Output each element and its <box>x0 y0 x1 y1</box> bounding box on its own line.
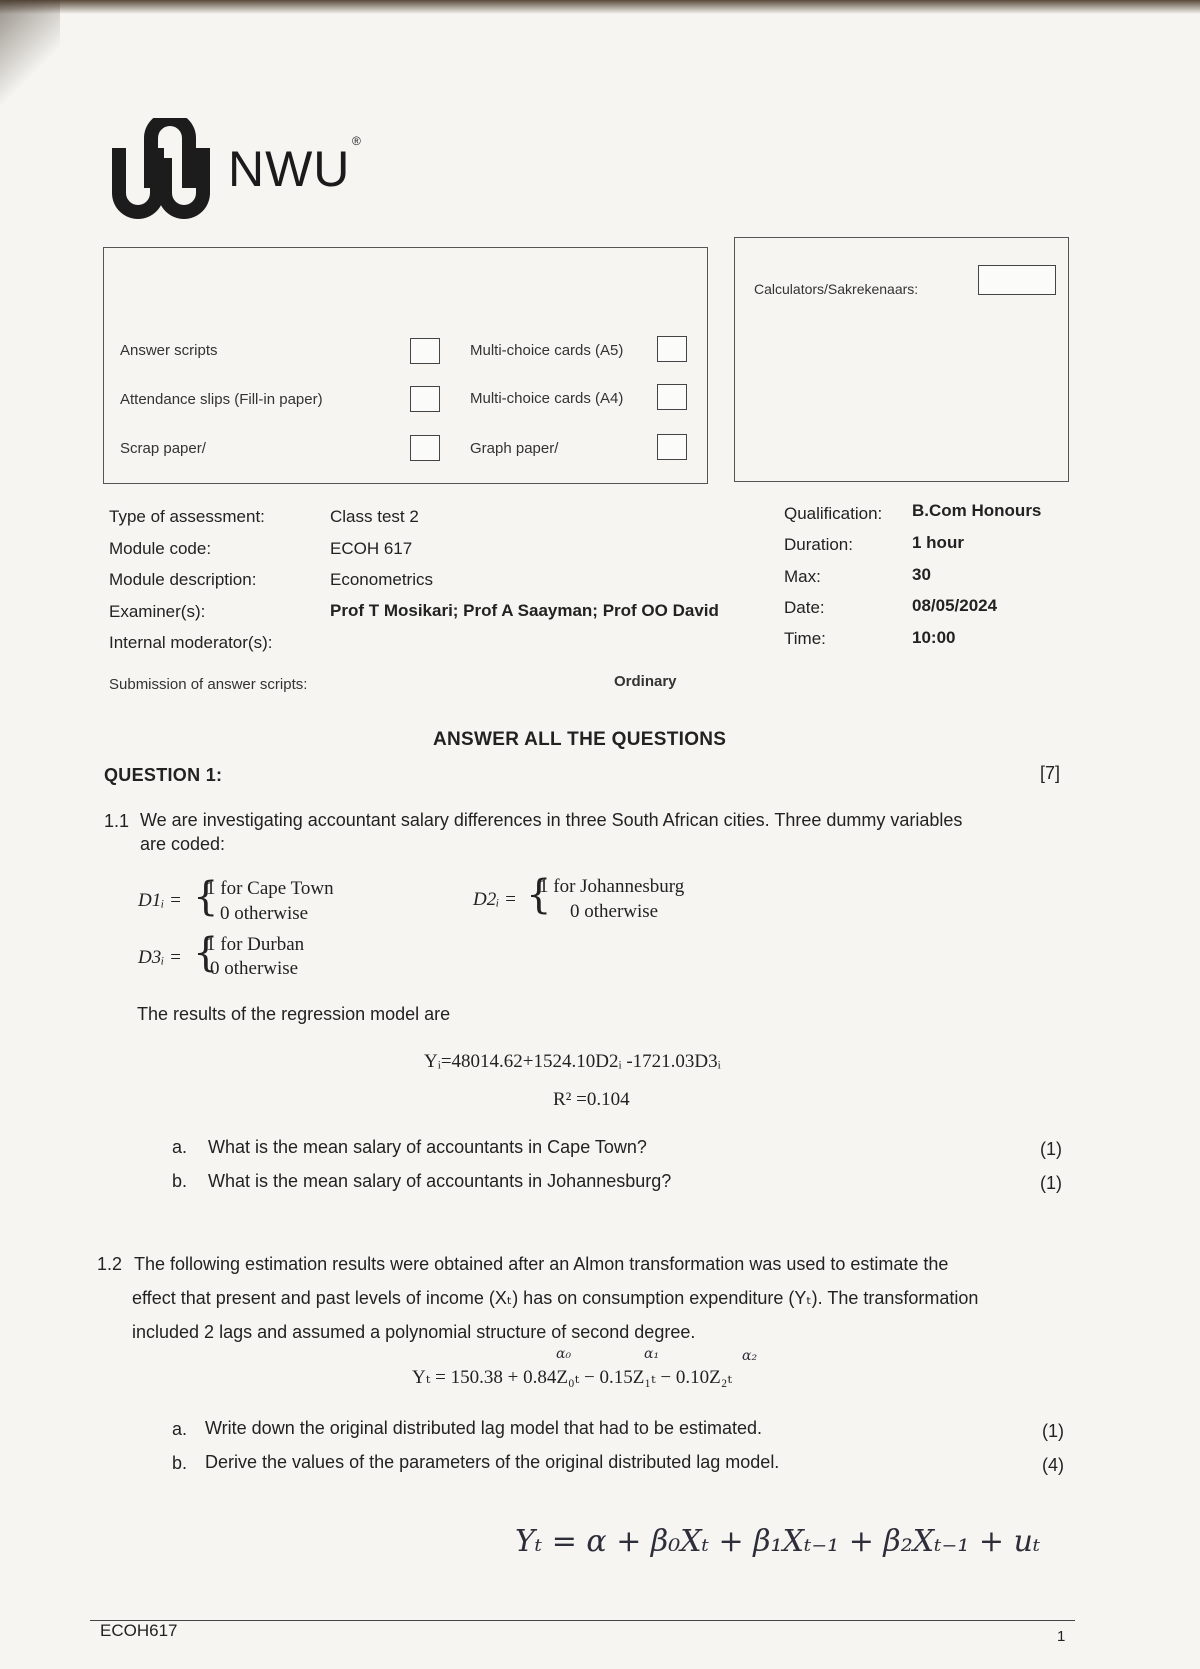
handwritten-answer: Yₜ = α + β₀Xₜ + β₁Xₜ₋₁ + β₂Xₜ₋₁ + uₜ <box>515 1524 1041 1559</box>
attendance-slips-label: Attendance slips (Fill-in paper) <box>120 391 323 408</box>
d1-case-1: 1 for Cape Town <box>206 878 334 899</box>
question-1-1-number: 1.1 <box>104 811 130 831</box>
question-1-1-a-label: a. <box>172 1137 188 1157</box>
qualification-value: B.Com Honours <box>912 501 1042 520</box>
nwu-emblem-icon <box>108 118 218 223</box>
multi-choice-a5-checkbox[interactable] <box>657 336 687 362</box>
multi-choice-a4-label: Multi-choice cards (A4) <box>470 390 624 407</box>
results-intro: The results of the regression model are <box>137 1004 451 1024</box>
answer-scripts-label: Answer scripts <box>120 342 218 359</box>
d2-brace: { <box>526 872 552 918</box>
question-1-2-line2: effect that present and past levels of income (Xₜ) has on consumption expenditure (Yₜ). The transformation <box>132 1288 979 1308</box>
module-description-label: Module description: <box>109 570 257 589</box>
qualification-label: Qualification: <box>784 504 883 523</box>
question-1-title: QUESTION 1: <box>104 765 223 785</box>
logo-text: NWU <box>228 141 351 197</box>
question-1-1-a-text: What is the mean salary of accountants in Cape Town? <box>208 1137 647 1157</box>
page-number: 1 <box>1057 1628 1066 1645</box>
type-label: Type of assessment: <box>109 507 265 526</box>
time-value: 10:00 <box>912 628 956 647</box>
question-1-1-line1: We are investigating accountant salary differences in three South African cities. Three dummy variables <box>140 810 963 830</box>
answer-scripts-checkbox[interactable] <box>410 338 440 364</box>
footer-rule <box>90 1620 1075 1621</box>
d1-lhs: D1ᵢ = <box>138 890 182 911</box>
page-edge-shadow <box>0 0 1200 14</box>
question-1-1-b-text: What is the mean salary of accountants in Johannesburg? <box>208 1171 672 1191</box>
max-label: Max: <box>784 567 821 586</box>
question-1-2-a-marks: (1) <box>1042 1421 1064 1441</box>
type-value: Class test 2 <box>330 507 419 526</box>
time-label: Time: <box>784 629 826 648</box>
question-1-marks: [7] <box>1040 763 1061 783</box>
examiners-label: Examiner(s): <box>109 602 206 621</box>
module-code-label: Module code: <box>109 539 212 558</box>
registered-mark: ® <box>352 134 361 148</box>
question-1-2-line1: The following estimation results were obtained after an Almon transformation was used to estimate the <box>134 1254 949 1274</box>
question-1-2-b-text: Derive the values of the parameters of the original distributed lag model. <box>205 1452 780 1472</box>
submission-value: Ordinary <box>614 673 677 690</box>
question-1-2-a-label: a. <box>172 1419 188 1439</box>
annotation-alpha-2: α₂ <box>742 1348 758 1364</box>
calculators-label: Calculators/Sakrekenaars: <box>754 281 919 297</box>
question-1-1-line2: are coded: <box>140 834 226 854</box>
max-value: 30 <box>912 565 931 584</box>
module-code-value: ECOH 617 <box>330 539 413 558</box>
date-value: 08/05/2024 <box>912 596 998 615</box>
d1-case-0: 0 otherwise <box>220 903 309 924</box>
attendance-slips-checkbox[interactable] <box>410 386 440 412</box>
d3-brace: { <box>193 930 219 976</box>
multi-choice-a4-checkbox[interactable] <box>657 384 687 410</box>
examiners-value: Prof T Mosikari; Prof A Saayman; Prof OO David <box>330 601 719 620</box>
nwu-logo <box>108 118 368 223</box>
date-label: Date: <box>784 598 825 617</box>
d3-case-1: 1 for Durban <box>206 934 305 955</box>
submission-label: Submission of answer scripts: <box>109 676 308 693</box>
staple-corner <box>0 0 60 120</box>
multi-choice-a5-label: Multi-choice cards (A5) <box>470 342 624 359</box>
d2-lhs: D2ᵢ = <box>473 889 517 910</box>
question-1-2-b-marks: (4) <box>1042 1455 1064 1475</box>
question-1-1-b-label: b. <box>172 1171 188 1191</box>
regression-equation: Yᵢ=48014.62+1524.10D2ᵢ -1721.03D3ᵢ <box>424 1051 721 1072</box>
question-1-2-b-label: b. <box>172 1453 188 1473</box>
question-1-2-line3: included 2 lags and assumed a polynomial structure of second degree. <box>132 1322 696 1342</box>
module-description-value: Econometrics <box>330 570 433 589</box>
graph-paper-checkbox[interactable] <box>657 434 687 460</box>
almon-equation: Yₜ = 150.38 + 0.84Z₀ₜ − 0.15Z₁ₜ − 0.10Z₂ₜ <box>412 1367 733 1388</box>
footer-module-code: ECOH617 <box>100 1621 178 1640</box>
duration-label: Duration: <box>784 535 853 554</box>
question-1-1-a-marks: (1) <box>1040 1139 1062 1159</box>
d2-case-0: 0 otherwise <box>570 901 659 922</box>
d3-lhs: D3ᵢ = <box>138 947 182 968</box>
internal-moderator-label: Internal moderator(s): <box>109 633 273 652</box>
d1-brace: { <box>193 874 219 920</box>
graph-paper-label: Graph paper/ <box>470 440 559 457</box>
instructions-heading: ANSWER ALL THE QUESTIONS <box>433 729 727 750</box>
d2-case-1: 1 for Johannesburg <box>539 876 685 897</box>
question-1-1-b-marks: (1) <box>1040 1173 1062 1193</box>
calculators-checkbox[interactable] <box>978 265 1056 295</box>
duration-value: 1 hour <box>912 533 964 552</box>
question-1-2-number: 1.2 <box>97 1254 123 1274</box>
annotation-alpha-0: α₀ <box>556 1346 572 1362</box>
annotation-alpha-1: α₁ <box>644 1346 660 1362</box>
question-1-2-a-text: Write down the original distributed lag model that had to be estimated. <box>205 1418 762 1438</box>
r-squared: R² =0.104 <box>553 1089 630 1110</box>
d3-case-0: 0 otherwise <box>210 958 299 979</box>
scrap-paper-checkbox[interactable] <box>410 435 440 461</box>
scrap-paper-label: Scrap paper/ <box>120 440 206 457</box>
